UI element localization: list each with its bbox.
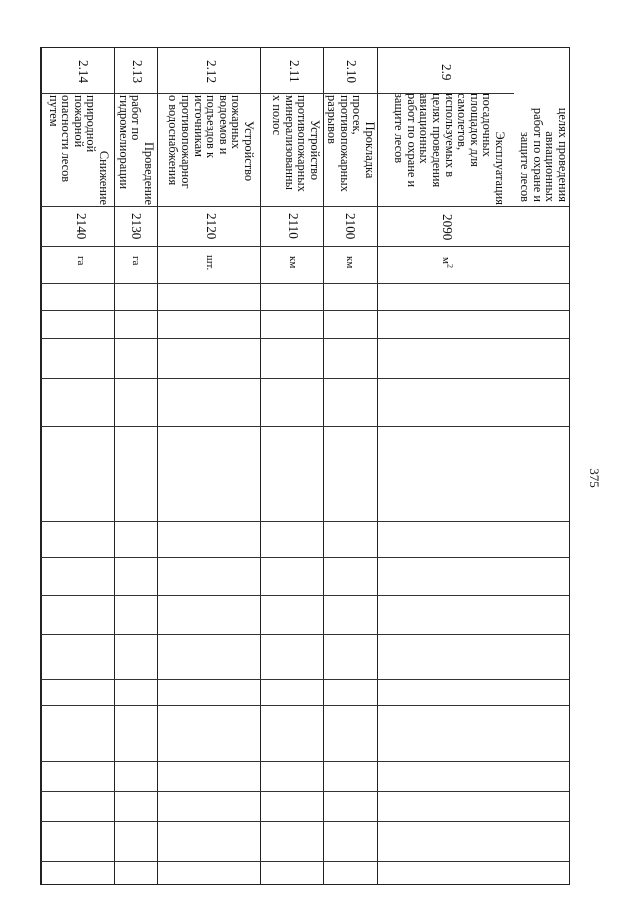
row-unit: $м^2$	[440, 257, 455, 268]
name-line: пожарных	[229, 95, 244, 149]
column-divider	[41, 426, 569, 427]
name-line: х полос	[270, 95, 285, 136]
row-number: 2.11	[287, 60, 302, 83]
name-line: Проведение	[142, 141, 156, 205]
code-cell	[261, 206, 323, 246]
name-line: противопожарных	[295, 95, 310, 192]
name-line: противопожарног	[179, 95, 194, 189]
row-code: 2100	[343, 213, 358, 240]
page-number: 375	[587, 468, 602, 488]
row-unit: га	[75, 256, 87, 266]
name-cell	[115, 93, 157, 206]
column-divider	[41, 557, 569, 558]
row-unit: га	[130, 256, 142, 266]
name-line: путем	[46, 95, 61, 127]
number-cell	[115, 48, 157, 93]
name-line: источникам	[191, 95, 206, 157]
column-divider	[41, 821, 569, 822]
name-line: защите лесов	[392, 93, 407, 164]
unit-cell	[261, 246, 323, 283]
row-number: 2.14	[76, 60, 91, 84]
column-divider	[41, 338, 569, 339]
data-table	[40, 47, 570, 885]
number-cell	[42, 48, 114, 93]
name-line: противопожарных	[337, 95, 352, 192]
column-divider	[41, 378, 569, 379]
number-divider	[41, 93, 514, 94]
name-line: пожарной	[71, 95, 86, 148]
name-line: гидромелиорации	[116, 95, 131, 190]
name-line: разрывов	[325, 95, 340, 144]
unit-cell	[324, 246, 377, 283]
name-line: просек,	[350, 95, 365, 135]
code-cell	[115, 206, 157, 246]
name-line: опасности лесов	[59, 95, 74, 183]
name-line: Эксплуатация	[493, 131, 507, 205]
table-row	[114, 48, 157, 884]
name-line: работ по	[129, 95, 144, 141]
table-row	[377, 48, 514, 884]
column-divider	[41, 634, 569, 635]
table-row	[41, 48, 114, 884]
name-line: используемых в	[442, 93, 457, 178]
unit-cell	[158, 246, 260, 283]
name-line: самолетов,	[455, 93, 470, 151]
name-line: Устройство	[242, 120, 256, 182]
column-divider	[41, 791, 569, 792]
name-cell	[324, 93, 377, 206]
name-line: природной	[84, 95, 99, 153]
row-unit: км	[344, 256, 356, 269]
name-line: авиационных	[543, 131, 558, 202]
name-line: авиационных	[417, 93, 432, 164]
table-row	[323, 48, 377, 884]
row-number: 2.13	[130, 60, 145, 84]
row-code: 2120	[204, 213, 219, 240]
number-cell	[158, 48, 260, 93]
name-cell	[158, 93, 260, 206]
table-row	[260, 48, 323, 884]
code-cell	[158, 206, 260, 246]
column-divider	[41, 283, 569, 284]
column-divider	[41, 705, 569, 706]
row-code: 2130	[129, 213, 144, 240]
name-line: целях проведения	[556, 107, 570, 202]
name-line: о водоснабжения	[166, 95, 181, 186]
name-line: работ по охране и	[404, 93, 419, 188]
row-unit: шт.	[204, 255, 216, 271]
name-cell	[42, 93, 114, 206]
row-number: 2.9	[439, 64, 454, 81]
column-divider	[41, 310, 569, 311]
row-number: 2.10	[344, 60, 359, 84]
column-divider	[41, 206, 569, 207]
column-divider	[41, 595, 569, 596]
table-row	[157, 48, 260, 884]
row-number: 2.12	[204, 60, 219, 84]
number-cell	[324, 48, 377, 93]
column-divider	[41, 521, 569, 522]
row-code: 2140	[74, 213, 89, 240]
unit-cell	[378, 246, 514, 283]
number-cell	[378, 48, 514, 93]
code-cell	[42, 206, 114, 246]
unit-cell	[42, 246, 114, 283]
row-code: 2110	[286, 213, 301, 239]
name-line: площадок для	[467, 93, 482, 167]
name-line: защите лесов	[518, 131, 533, 202]
code-cell	[378, 206, 514, 246]
column-divider	[41, 861, 569, 862]
name-cell	[261, 93, 323, 206]
name-line: Прокладка	[363, 121, 377, 179]
name-line: Снижение	[97, 150, 111, 205]
name-cell	[378, 93, 514, 206]
row-unit: км	[287, 256, 299, 269]
name-line: Устройство	[308, 119, 322, 181]
column-divider	[41, 679, 569, 680]
name-line: посадочных	[480, 93, 495, 157]
table-row	[514, 48, 571, 884]
name-line: подъездов к	[204, 95, 219, 158]
name-line: минерализованны	[282, 95, 297, 191]
code-cell	[324, 206, 377, 246]
name-cell	[514, 48, 571, 206]
name-line: водоемов и	[216, 95, 231, 155]
number-cell	[261, 48, 323, 93]
row-code: 2090	[440, 214, 455, 241]
name-line: работ по охране и	[530, 107, 545, 202]
column-divider	[41, 246, 569, 247]
column-divider	[41, 761, 569, 762]
name-line: целях проведения	[430, 93, 445, 188]
unit-cell	[115, 246, 157, 283]
